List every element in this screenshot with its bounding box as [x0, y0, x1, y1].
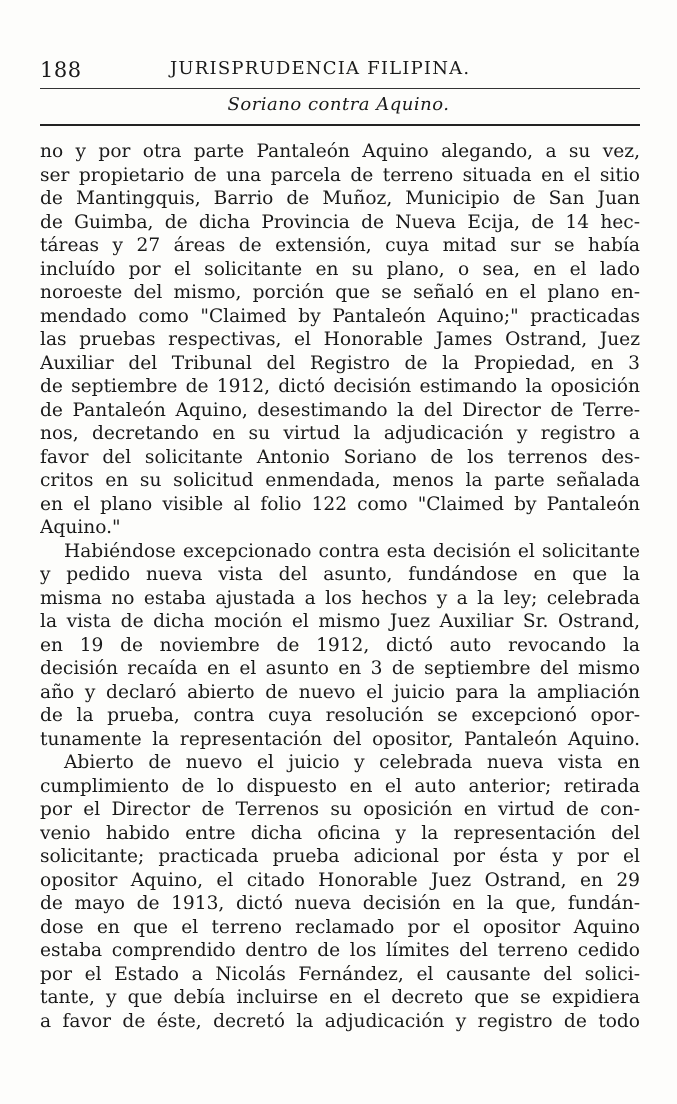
- text-line: de la prueba, contra cuya resolución se excepcionó opor-: [40, 705, 640, 726]
- text-line: Aquino.": [40, 517, 121, 538]
- text-line: decisión recaída en el asunto en 3 de septiembre del mismo: [40, 658, 640, 679]
- text-line: tante, y que debía incluirse en el decreto que se expidiera: [40, 987, 640, 1008]
- case-title: Soriano contra Aquino.: [227, 94, 450, 115]
- header-divider: [40, 88, 640, 89]
- text-line: misma no estaba ajustada a los hechos y a la ley; celebrada: [40, 587, 640, 609]
- text-line: Auxiliar del Tribunal del Registro de la Propiedad, en 3: [40, 352, 640, 374]
- text-line: a favor de éste, decretó la adjudicación y registro de todo: [40, 1010, 640, 1032]
- text-line: por el Director de Terrenos su oposición en virtud de con-: [40, 799, 640, 820]
- text-line: de mayo de 1913, dictó nueva decisión en la que, fundán-: [40, 893, 640, 914]
- running-title: JURISPRUDENCIA FILIPINA.: [170, 58, 471, 79]
- text-line: incluído por el solicitante en su plano, o sea, en el lado: [40, 258, 640, 280]
- body-text: [40, 140, 640, 1033]
- text-line: de Guimba, de dicha Provincia de Nueva Ecija, de 14 hec-: [40, 211, 640, 233]
- text-line: favor del solicitante Antonio Soriano de los terrenos des-: [40, 446, 640, 468]
- text-line: Habiéndose excepcionado contra esta decisión el solicitante: [64, 540, 640, 562]
- text-line: opositor Aquino, el citado Honorable Juez Ostrand, en 29: [40, 869, 640, 891]
- text-line: ser propietario de una parcela de terreno situada en el sitio: [40, 164, 640, 186]
- text-line: estaba comprendido dentro de los límites del terreno cedido: [40, 940, 640, 961]
- text-line: no y por otra parte Pantaleón Aquino alegando, a su vez,: [40, 141, 640, 162]
- text-line: dose en que el terreno reclamado por el opositor Aquino: [40, 916, 640, 938]
- text-line: venio habido entre dicha oficina y la representación del: [40, 822, 640, 844]
- text-line: en el plano visible al folio 122 como "Claimed by Pantaleón: [40, 493, 640, 515]
- text-line: cumplimiento de lo dispuesto en el auto anterior; retirada: [40, 775, 640, 797]
- text-line: Abierto de nuevo el juicio y celebrada nueva vista en: [64, 752, 640, 773]
- text-line: solicitante; practicada prueba adicional por ésta y por el: [40, 846, 640, 867]
- text-line: en 19 de noviembre de 1912, dictó auto revocando la: [40, 634, 640, 656]
- text-line: mendado como "Claimed by Pantaleón Aquino;" practicadas: [40, 305, 640, 327]
- text-line: año y declaró abierto de nuevo el juicio para la ampliación: [40, 681, 640, 703]
- text-line: táreas y 27 áreas de extensión, cuya mitad sur se había: [40, 235, 640, 256]
- text-line: tunamente la representación del opositor, Pantaleón Aquino.: [40, 728, 640, 750]
- text-line: de Pantaleón Aquino, desestimando la del Director de Terre-: [40, 399, 640, 421]
- page-number: 188: [40, 58, 82, 82]
- text-line: la vista de dicha moción el mismo Juez Auxiliar Sr. Ostrand,: [40, 611, 640, 632]
- text-line: de septiembre de 1912, dictó decisión estimando la oposición: [40, 376, 640, 397]
- text-line: nos, decretando en su virtud la adjudicación y registro a: [40, 423, 640, 444]
- page-header: [40, 54, 640, 88]
- text-line: noroeste del mismo, porción que se señaló en el plano en-: [40, 282, 640, 303]
- case-title-divider: [40, 124, 640, 126]
- text-line: critos en su solicitud enmendada, menos la parte señalada: [40, 470, 640, 491]
- text-line: de Mantingquis, Barrio de Muñoz, Municipio de San Juan: [40, 188, 640, 209]
- text-line: y pedido nueva vista del asunto, fundándose en que la: [40, 564, 640, 585]
- text-line: por el Estado a Nicolás Fernández, el causante del solici-: [40, 963, 640, 985]
- text-line: las pruebas respectivas, el Honorable James Ostrand, Juez: [40, 329, 640, 350]
